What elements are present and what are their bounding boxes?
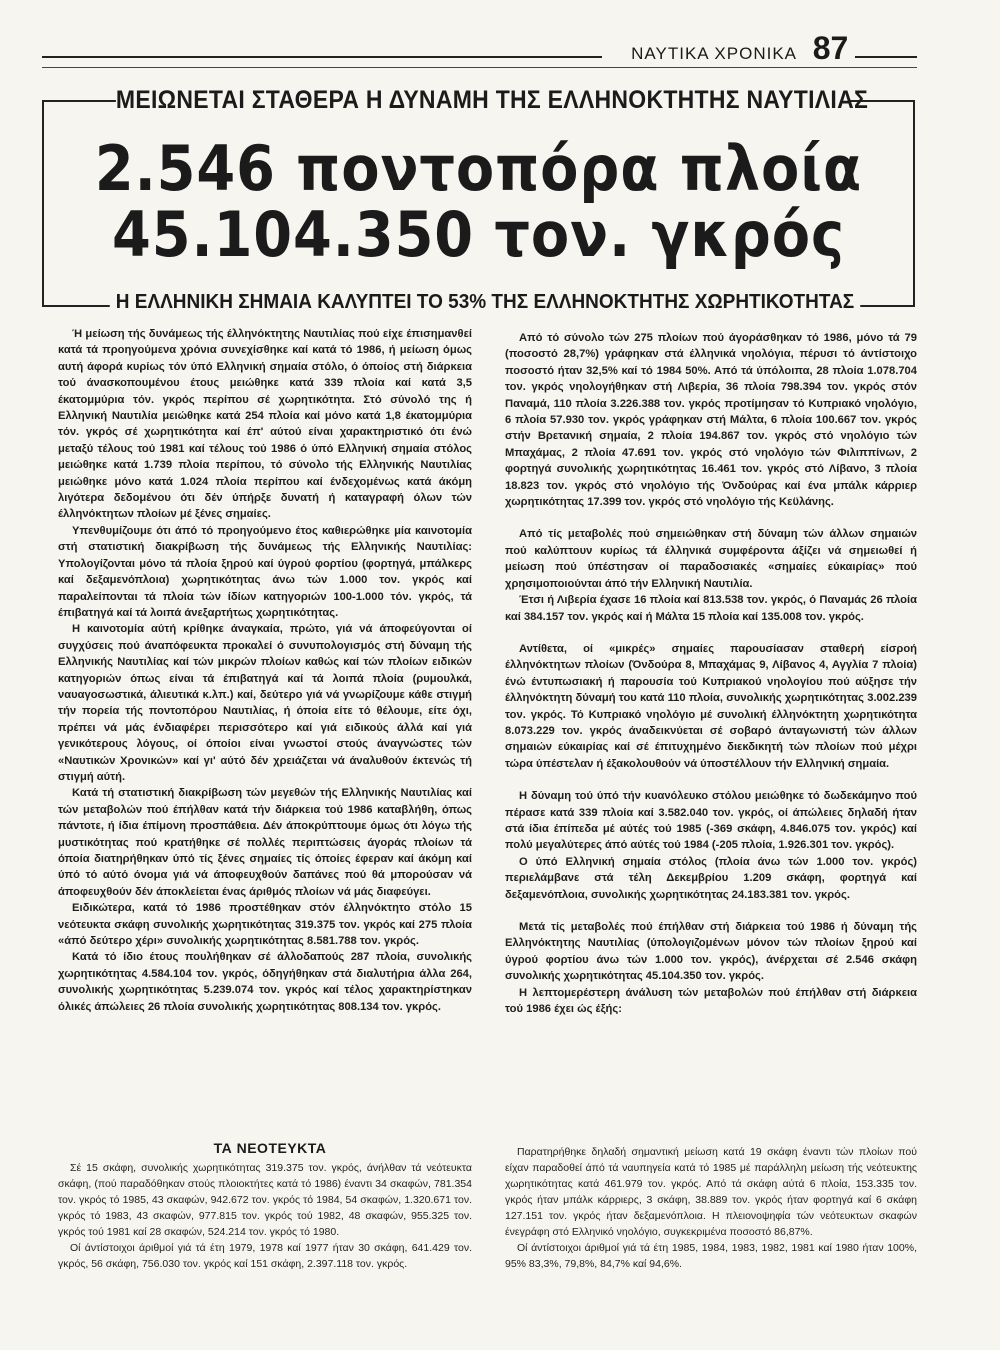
paragraph: Υπενθυμίζουμε ότι άπό τό προηγούμενο έτος καθιερώθηκε μία καινοτομία στή στατιστική διακρίβωση τής δυνάμεως τής Ελληνικής Ναυτιλίας: Υπολογίζονται μόνο τά πλοία ξηρού καί ύγρού φορτίου (φορτηγά, μπάλκερς καί δεξαμενόπλοια) χωρητικότητας άνω τών 1.000 τον. γκρός καί παραλείπονται τά πλοία τών ίδίων κατηγοριών 100-1.000 τόν. γκρός, τά έπιβατηγά καί τά λοιπά άνεξαρτήτως χωρητικότητας. bbox=[58, 524, 472, 619]
paragraph: Από τίς μεταβολές πού σημειώθηκαν στή δύναμη τών άλλων σημαιών πού καλύπτουν κυρίως τά έλληνικά συμφέροντα άξίζει νά σημειωθεί ή μείωση πού ύπέστησαν οί παραδοσιακές «σημαίες εύκαιρίας» πού χρησιμοποιούνται άπό τήν Ελληνική Ναυτιλία. bbox=[505, 528, 917, 590]
section-title-new-buildings: ΤΑ ΝΕΟΤΕΥΚΤΑ bbox=[213, 1140, 327, 1156]
header-rule-left bbox=[42, 56, 602, 58]
paragraph: Έτσι ή Λιβερία έχασε 16 πλοία καί 813.538 τον. γκρός, ό Παναμάς 26 πλοία καί 384.157 τον. γκρός καί ή Μάλτα 15 πλοία καί 135.008 τον. γκρός. bbox=[505, 594, 917, 623]
paragraph: Ή μείωση τής δυνάμεως τής έλληνόκτητης Ναυτιλίας πού είχε έπισημανθεί κατά τά προηγούμενα χρόνια συνεχίσθηκε καί κατά τό 1986, ή μείωση όμως αυτή άφορά κυρίως τόν ύπό Ελληνική σημαία στόλο, ό όποίος στή διάρκεια τού άνασκοπουμένου έτους μειώθηκε κατά 339 πλοία καί κατά 3,5 έκατομμύρια τόν. γκρός περίπου σέ χωρητικότητα. Στό σύνολό της ή Ελληνική Ναυτιλία μειώθηκε κατά 254 πλοία καί μόνο κατά 1,8 έκατομμύρια τόν. γκρός σέ χωρητικότητα καί έπ' αύτού είναι χαρακτηριστικό ότι ένώ μεταξύ τέλους τού 1981 καί τέλους τού 1986 ό ύπό Ελληνική σημαία στόλος μειώθηκε κατά 1.739 πλοία περίπου, τό σύνολο τής Ελληνικής Ναυτιλίας μειώθηκε μόνο κατά 1.024 πλοία περίπου καί ένδεχομένως κατά άκόμη λιγότερα δεδομένου ότι δέν ύπήρξε δυνατή ή καταγραφή όλων τών έλληνόκτητων πλοίων μέ ξένες σημαίες. bbox=[58, 328, 472, 521]
article-column-left bbox=[58, 326, 472, 1015]
new-buildings-text-continued bbox=[505, 1144, 917, 1272]
paragraph: Οί άντίστοιχοι άριθμοί γιά τά έτη 1985, 1984, 1983, 1982, 1981 καί 1980 ήταν 100%, 95% 83,3%, 79,8%, 84,7% καί 94,6%. bbox=[505, 1242, 917, 1270]
header-rule-right bbox=[855, 56, 917, 58]
paragraph: Ο ύπό Ελληνική σημαία στόλος (πλοία άνω τών 1.000 τον. γκρός) περιελάμβανε στά τέλη Δεκεμβρίου 1.209 σκάφη, φορτηγά καί δεξαμενόπλοια, συνολικής χωρητικότητας 24.183.381 τον. γκρός. bbox=[505, 855, 917, 901]
paragraph: Κατά τό ίδιο έτους πουλήθηκαν σέ άλλοδαπούς 287 πλοία, συνολικής χωρητικότητας 4.584.104 τον. γκρός, όδηγήθηκαν στά διαλυτήρια άλλα 264, συνολικής χωρητικότητας 5.239.074 τον. γκρός καί τέλος χαρακτηρίστηκαν όλικές άπώλειες 26 πλοία συνολικής χωρητικότητας 808.134 τον. γκρός. bbox=[58, 951, 472, 1013]
paragraph: Σέ 15 σκάφη, συνολικής χωρητικότητας 319.375 τον. γκρός, άνήλθαν τά νεότευκτα σκάφη, (πού παραδόθηκαν στούς πλοιοκτήτες κατά τό 1986) έναντι 34 σκαφών, 781.354 τον. γκρός τό 1985, 43 σκαφών, 942.672 τον. γκρός τό 1984, 54 σκαφών, 1.320.671 τον. γκρός τό 1983, 43 σκαφών, 977.815 τον. γκρός τού 1982, 48 σκαφών, 955.325 τον. γκρός τού 1981 καί 28 σκαφών, 524.214 τον. γκρός τό 1980. bbox=[58, 1162, 472, 1238]
article-column-right bbox=[505, 330, 917, 1017]
paragraph: Παρατηρήθηκε δηλαδή σημαντική μείωση κατά 19 σκάφη έναντι τών πλοίων πού είχαν παραδοθεί άπό τά ναυπηγεία κατά τό 1985 μέ παράλληλη μείωση τής νεότευκτης χωρητικότητας κατά 461.979 τον. γκρός. Από τά σκάφη αύτά 6 πλοία, 153.335 τον. γκρός ήταν μπάλκ κάρριερς, 3 σκάφη, 38.889 τον. γκρός ήταν φορτηγά καί 6 σκάφη 127.151 τον. γκρός ήταν δεξαμενόπλοια. Η πλειονοψηφία τών νεότευκτων σκαφών ένεγράφη στό Ελληνικό νηολόγιο, συγκεκριμένα ποσοστό 86,87%. bbox=[505, 1146, 917, 1238]
paragraph: Η δύναμη τού ύπό τήν κυανόλευκο στόλου μειώθηκε τό δωδεκάμηνο πού πέρασε κατά 339 πλοία καί 3.582.040 τον. γκρός, οί άπώλειες δηλαδή ήταν στά ίδια έπίπεδα μέ αύτές τού 1985 (-369 σκάφη, 4.846.075 τον. γκρός) καί πολύ μεγαλύτερες άπό αύτές τού 1984 (-205 πλοία, 1.926.301 τον. γκρός). bbox=[505, 790, 917, 852]
paragraph: Η καινοτομία αύτή κρίθηκε άναγκαία, πρώτο, γιά νά άποφεύγονται οί συγχύσεις πού άναπόφευκτα προκαλεί ό συνυπολογισμός στή δύναμη τής Ελληνικής Ναυτιλίας καί τών μικρών πλοίων καθώς καί τών πλοίων ειδικών κατηγοριών όπως είναι τά έπιβατηγά καί τά λοιπά πλοία (ρυμουλκά, ναυαγοσωστικά, άλιευτικά κ.λπ.) καί, δεύτερο γιά νά γνωρίζουμε κάθε στιγμή τήν πορεία τής ποντοπόρου Ναυτιλίας, ή όποία είτε τό θέλουμε, είτε όχι, πρέπει νά μάς ένδιαφέρει περισσότερο καί γιά ειδικούς άλλά καί γιά γενικότερους λόγους, οί όποίοι είναι γνωστοί στούς άναγνώστες τών «Ναυτικών Χρονικών» καί γι' αύτό δέν χρειάζεται νά άναλυθούν έκτενώς τή στιγμή αύτή. bbox=[58, 623, 472, 783]
paragraph: Ειδικώτερα, κατά τό 1986 προστέθηκαν στόν έλληνόκτητο στόλο 15 νεότευκτα σκάφη συνολικής χωρητικότητας 319.375 τον. γκρός καί 275 πλοία «άπό δεύτερο χέρι» συνολικής χωρητικότητας 8.581.788 τον. γκρός. bbox=[58, 902, 472, 948]
paragraph: Από τό σύνολο τών 275 πλοίων πού άγοράσθηκαν τό 1986, μόνο τά 79 (ποσοστό 28,7%) γράφηκαν στά έλληνικά νηολόγια, πέρυσι τό άντίστοιχο ποσοστό ήταν 32,5% καί τό 1984 50%. Από τά ύπόλοιπα, 28 πλοία 1.078.704 τον. γκρός νηολογήθηκαν στή Λιβερία, 36 πλοία 798.394 τον. γκρός στόν Παναμά, 110 πλοία 3.226.388 τον. γκρός προτίμησαν τό Κυπριακό νηολόγιο, 6 πλοία 57.930 τον. γκρός γράφηκαν στή Μάλτα, 6 πλοία 100.667 τον. γκρός στήν Βρετανική σημαία, 2 πλοία 194.867 τον. γκρός στό νηολόγιο τών Μπαχάμας, 2 πλοία 47.691 τον. γκρός στό νηολόγιο τών Φιλιππίνων, 2 φορτηγά συνολικής χωρητικότητας 16.461 τον. γκρός στό Λίβανο, 3 πλοία 18.823 τον. γκρός στό νηολόγιο τής Όνδούρας καί ένα μπάλκ κάρριερ χωρητικότητας 17.399 τον. γκρός στό νηολόγιο τής Κεϋλάνης. bbox=[505, 332, 917, 509]
paragraph: Κατά τή στατιστική διακρίβωση τών μεγεθών τής Ελληνικής Ναυτιλίας καί τών μεταβολών πού έπήλθαν κατά τήν διάρκεια τού 1986 καταβλήθη, όπως πάντοτε, ή ίδια έπίμονη προσπάθεια. Δέν άποκρύπτουμε όμως ότι λόγω τής μυστικότητας πού κρατήθηκε σέ πολλές περιπτώσεις άγοράς πλοίων τά όποία διατηρήθηκαν ύπό τίς ξένες σημαίες τίς όποίες έφεραν καί άκόμη καί ύπό τό αύτό όνομα γιά νά άποφευχθούν δαπάνες πού θά μπορούσαν νά άποφευχθούν δέν άποκλείεται ένας άριθμός πλοίων νά μάς διαφεύγει. bbox=[58, 787, 472, 898]
main-title-line-1: 2.546 ποντοπόρα πλοία bbox=[94, 132, 863, 205]
paragraph: Μετά τίς μεταβολές πού έπήλθαν στή διάρκεια τού 1986 ή δύναμη τής Ελληνόκτητης Ναυτιλίας (ύπολογιζομένων μόνον τών πλοίων ξηρού καί ύγρού φορτίου άνω τών 1.000 τον. γκρός), άνέρχεται σέ 2.546 σκάφη συνολικής χωρητικότητας 45.104.350 τον. γκρός. bbox=[505, 921, 917, 983]
running-head: ΝΑΥΤΙΚΑ ΧΡΟΝΙΚΑ bbox=[631, 44, 797, 63]
kicker-headline: ΜΕΙΩΝΕΤΑΙ ΣΤΑΘΕΡΑ Η ΔΥΝΑΜΗ ΤΗΣ ΕΛΛΗΝΟΚΤΗΤΗΣ ΝΑΥΤΙΛΙΑΣ bbox=[115, 86, 869, 114]
paragraph: Η λεπτομερέστερη άνάλυση τών μεταβολών πού έπήλθαν στή διάρκεια τού 1986 έχει ώς έξής: bbox=[505, 986, 917, 1016]
sub-headline: Η ΕΛΛΗΝΙΚΗ ΣΗΜΑΙΑ ΚΑΛΥΠΤΕΙ ΤΟ 53% ΤΗΣ ΕΛΛΗΝΟΚΤΗΤΗΣ ΧΩΡΗΤΙΚΟΤΗΤΑΣ bbox=[110, 291, 861, 314]
page-number: 87 bbox=[812, 30, 849, 66]
main-title-line-2: 45.104.350 τον. γκρός bbox=[112, 198, 845, 271]
paragraph: Αντίθετα, οί «μικρές» σημαίες παρουσίασαν σταθερή είσροή έλληνόκτητων πλοίων (Όνδούρα 8, Μπαχάμας 9, Λίβανος 4, Αγγλία 7 πλοία) ένώ έντυπωσιακή ή παρουσία τού Κυπριακού νηολογίου πού αύξησε τήν έλληνόκτητη δύναμή του κατά 110 πλοία, συνολικής χωρητικότητας 3.002.239 τον. γκρός. Τό Κυπριακό νηολόγιο μέ συνολική έλληνόκτητη χωρητικότητα 8.073.229 τον. γκρός άναδεικνύεται σέ σοβαρό άνταγωνιστή τών άλλων σημαιών εύκαιρίας καί σέ έπιτυχημένο διεκδικητή τών πλοίων πού μέχρι τώρα ύπέστελαν ή έξακολουθούν νά ύποστέλλουν τήν Ελληνική σημαία. bbox=[505, 642, 917, 770]
new-buildings-text bbox=[58, 1160, 472, 1272]
paragraph: Οί άντίστοιχοι άριθμοί γιά τά έτη 1979, 1978 καί 1977 ήταν 30 σκάφη, 641.429 τον. γκρός, 56 σκάφη, 756.030 τον. γκρός καί 151 σκάφη, 2.397.118 τον. γκρός. bbox=[58, 1242, 472, 1270]
header-underline bbox=[42, 67, 917, 68]
